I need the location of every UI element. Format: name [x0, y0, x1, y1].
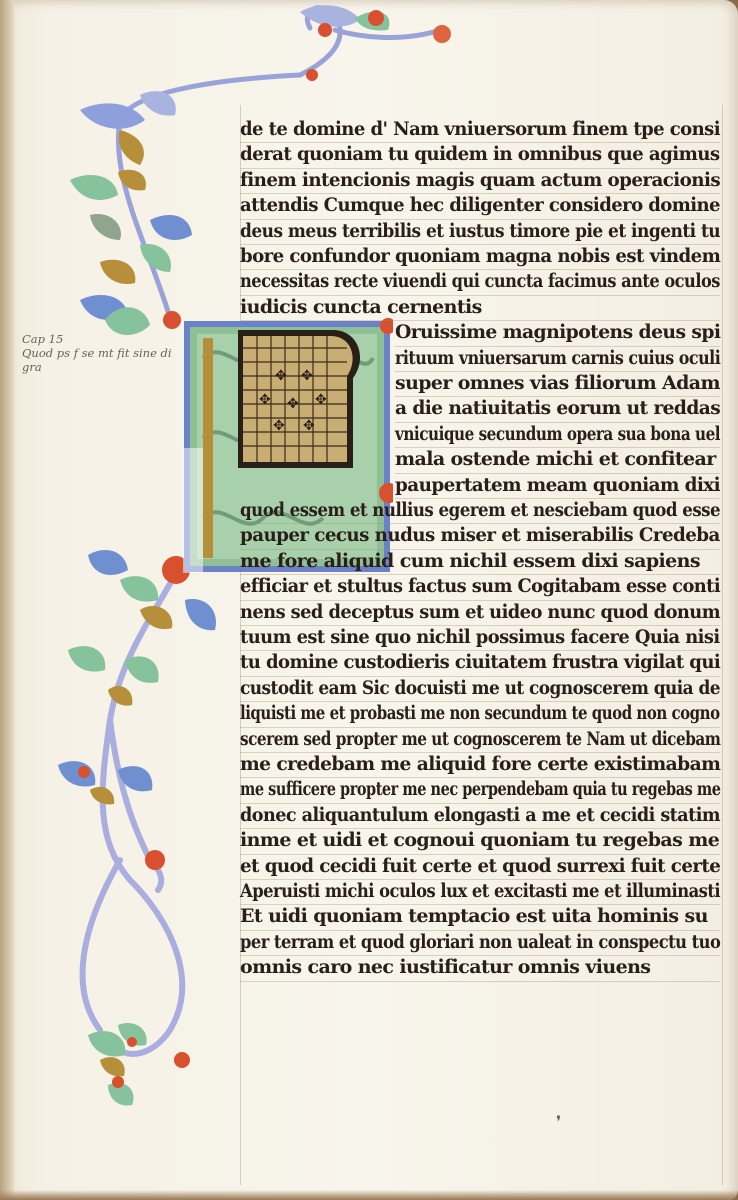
text-line: Aperuisti michi oculos lux et excitasti me et illuminasti — [240, 879, 720, 905]
text-line: bore confundor quoniam magna nobis est vindem — [240, 244, 720, 270]
text-line: super omnes vias filiorum Adam — [395, 371, 720, 397]
text-line: finem intencionis magis quam actum operacionis — [240, 168, 720, 194]
text-line: attendis Cumque hec diligenter considero domine — [240, 193, 720, 219]
text-line: a die natiuitatis eorum ut reddas — [395, 396, 720, 422]
text-line: vnicuique secundum opera sua bona uel — [395, 422, 720, 448]
margin-note-line: gra — [22, 360, 42, 374]
text-line: per terram et quod gloriari non ualeat in conspectu tuo — [240, 930, 720, 956]
text-line: paupertatem meam quoniam dixi — [395, 473, 720, 499]
svg-text:✥: ✥ — [301, 368, 313, 384]
svg-text:✥: ✥ — [275, 368, 287, 384]
text-line: tuum est sine quo nichil possimus facere Quia nisi — [240, 625, 720, 651]
text-line: rituum vniuersarum carnis cuius oculi — [395, 346, 720, 372]
text-line: inme et uidi et cognoui quoniam tu regebas me — [240, 828, 720, 854]
page-bottom-edge — [0, 1190, 738, 1200]
text-line: efficiar et stultus factus sum Cogitabam esse conti — [240, 574, 720, 600]
text-line: iudicis cuncta cernentis — [240, 295, 720, 321]
text-line: me sufficere propter me nec perpendebam quia tu regebas me — [240, 777, 720, 803]
text-line: me credebam me aliquid fore certe existimabam — [240, 752, 720, 778]
svg-text:✥: ✥ — [303, 418, 315, 434]
margin-note-line: Quod ps f se mt fit sine di — [22, 346, 172, 360]
text-line: Oruissime magnipotens deus spi — [395, 320, 720, 346]
svg-text:✥: ✥ — [259, 392, 271, 408]
vine-bottom-icon — [83, 575, 183, 1054]
text-line: tu domine custodieris ciuitatem frustra vigilat qui — [240, 650, 720, 676]
text-line: pauper cecus nudus miser et miserabilis Credeba — [240, 523, 720, 549]
margin-note-line: Cap 15 — [22, 332, 64, 346]
text-line: custodit eam Sic docuisti me ut cognoscerem quia de — [240, 676, 720, 702]
text-line: omnis caro nec iustificatur omnis viuens — [240, 955, 720, 981]
text-line: quod essem et nullius egerem et nesciebam quod esse — [240, 498, 720, 524]
text-line: necessitas recte viuendi qui cuncta facimus ante oculos — [240, 269, 720, 295]
text-line: liquisti me et probasti me non secundum te quod non cogno — [240, 701, 720, 727]
svg-text:✥: ✥ — [287, 396, 299, 412]
svg-text:✥: ✥ — [315, 392, 327, 408]
text-line: mala ostende michi et confitear — [395, 447, 720, 473]
text-line: deus meus terribilis et iustus timore pie et ingenti tu — [240, 219, 720, 245]
text-line: me fore aliquid cum nichil essem dixi sapiens — [240, 549, 720, 575]
text-line: de te domine d' Nam vniuersorum finem tpe consi — [240, 117, 720, 143]
text-line: donec aliquantulum elongasti a me et cecidi statim — [240, 803, 720, 829]
margin-annotation — [22, 332, 192, 374]
text-line: scerem sed propter me ut cognoscerem te Nam ut dicebam — [240, 727, 720, 753]
text-line: derat quoniam tu quidem in omnibus que agimus — [240, 142, 720, 168]
svg-text:✥: ✥ — [273, 418, 285, 434]
text-line: nens sed deceptus sum et uideo nunc quod donum — [240, 600, 720, 626]
text-line: Et uidi quoniam temptacio est uita hominis su — [240, 904, 720, 930]
text-line: et quod cecidi fuit certe et quod surrexi fuit certe — [240, 854, 720, 880]
ink-stain-icon: ❜ — [556, 1112, 562, 1131]
